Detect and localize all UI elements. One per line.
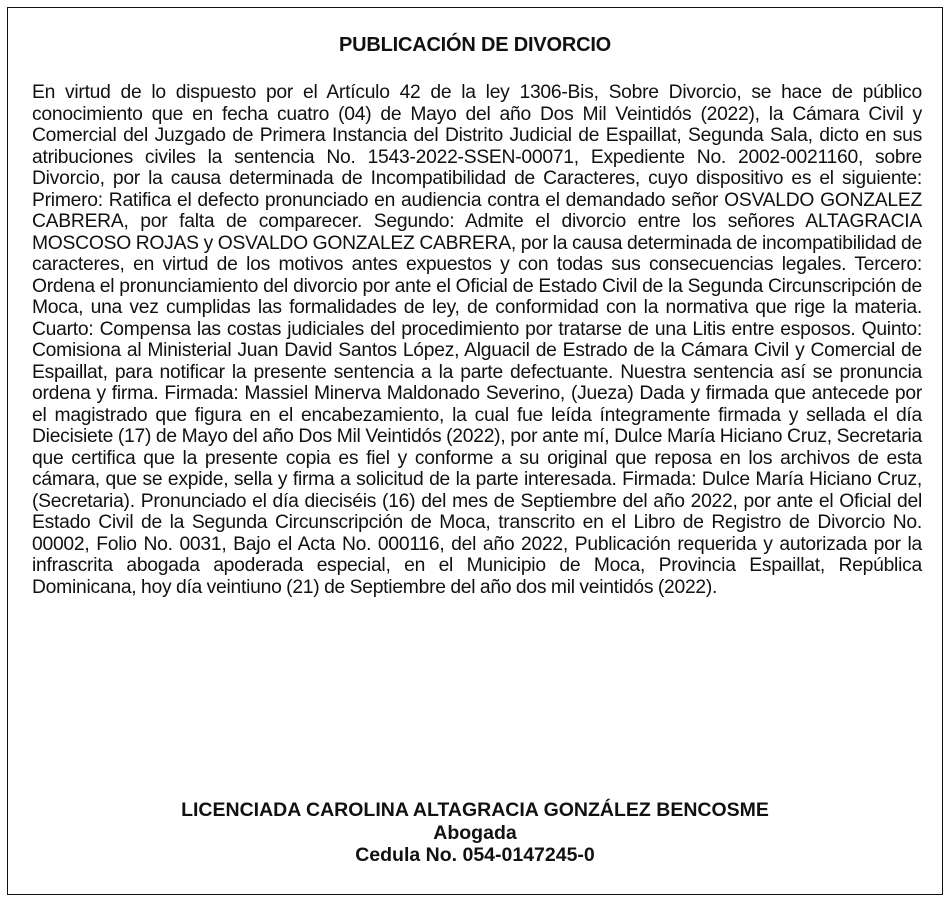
notice-title: PUBLICACIÓN DE DIVORCIO — [338, 34, 612, 56]
signature-role: Abogada — [433, 821, 517, 844]
signature-cedula: Cedula No. 054-0147245-0 — [355, 844, 595, 866]
notice-body: En virtud de lo dispuesto por el Artículo 42 de la ley 1306-Bis, Sobre Divorcio, se hace de público conocimiento que en fecha cuatro (04) de Mayo del año Dos Mil Veintidós (2022), la Cámara Civil y Comercial del Juzgado de Primera Instancia del Distrito Judicial de Espaillat, Segunda Sala, dicto en sus atribuciones civiles la sentencia No. 1543-2022-SSEN-00071, Expediente No. 2002-0021160, sobre Divorcio, por la causa determinada de Incompatibilidad de Caracteres, cuyo dispositivo es el siguiente: Primero: Ratifica el defecto pronunciado en audiencia contra el demandado señor OSVALDO GONZALEZ CABRERA, por falta de comparecer. Segundo: Admite el divorcio entre los señores ALTAGRACIA MOSCOSO ROJAS y OSVALDO GONZALEZ CABRERA, por la causa determinada de incompatibilidad de caracteres, en virtud de los motivos antes expuestos y con todas sus consecuencias legales. Tercero: Ordena el pronunciamiento del divorcio por ante el Oficial de Estado Civil de la Segunda Circunscripción de Moca, una vez cumplidas las formalidades de ley, de conformidad con la normativa que rige la materia. Cuarto: Compensa las costas judiciales del procedimiento por tratarse de una Litis entre esposos. Quinto: Comisiona al Ministerial Juan David Santos López, Alguacil de Estrado de la Cámara Civil y Comercial de Espaillat, para notificar la presente sentencia a la parte defectuante. Nuestra sentencia así se pronuncia ordena y firma. Firmada: Massiel Minerva Maldonado Severino, (Jueza) Dada y firmada que antecede por el magistrado que figura en el encabezamiento, la cual fue leída íntegramente firmada y sellada el día Diecisiete (17) de Mayo del año Dos Mil Veintidós (2022), por ante mí, Dulce María Hiciano Cruz, Secretaria que certifica que la presente copia es fiel y conforme a su original que reposa en los archivos de esta cámara, que se expide, sella y firma a solicitud de la parte interesada. Firmada: Dulce María Hiciano Cruz, (Secretaria). Pronunciado el día dieciséis (16) del mes de Septiembre del año 2022, por ante el Oficial del Estado Civil de la Segunda Circunscripción de Moca, transcrito en el Libro de Registro de Divorcio No. 00002, Folio No. 0031, Bajo el Acta No. 000116, del año 2022, Publicación requerida y autorizada por la infrascrita abogada apoderada especial, en el Municipio de Moca, Provincia Espaillat, República Dominicana, hoy día veintiuno (21) de Septiembre del año dos mil veintidós (2022). — [32, 82, 922, 598]
signature-name: LICENCIADA CAROLINA ALTAGRACIA GONZÁLEZ BENCOSME — [181, 799, 769, 821]
divorce-notice — [7, 7, 943, 895]
signature-block — [8, 799, 942, 867]
